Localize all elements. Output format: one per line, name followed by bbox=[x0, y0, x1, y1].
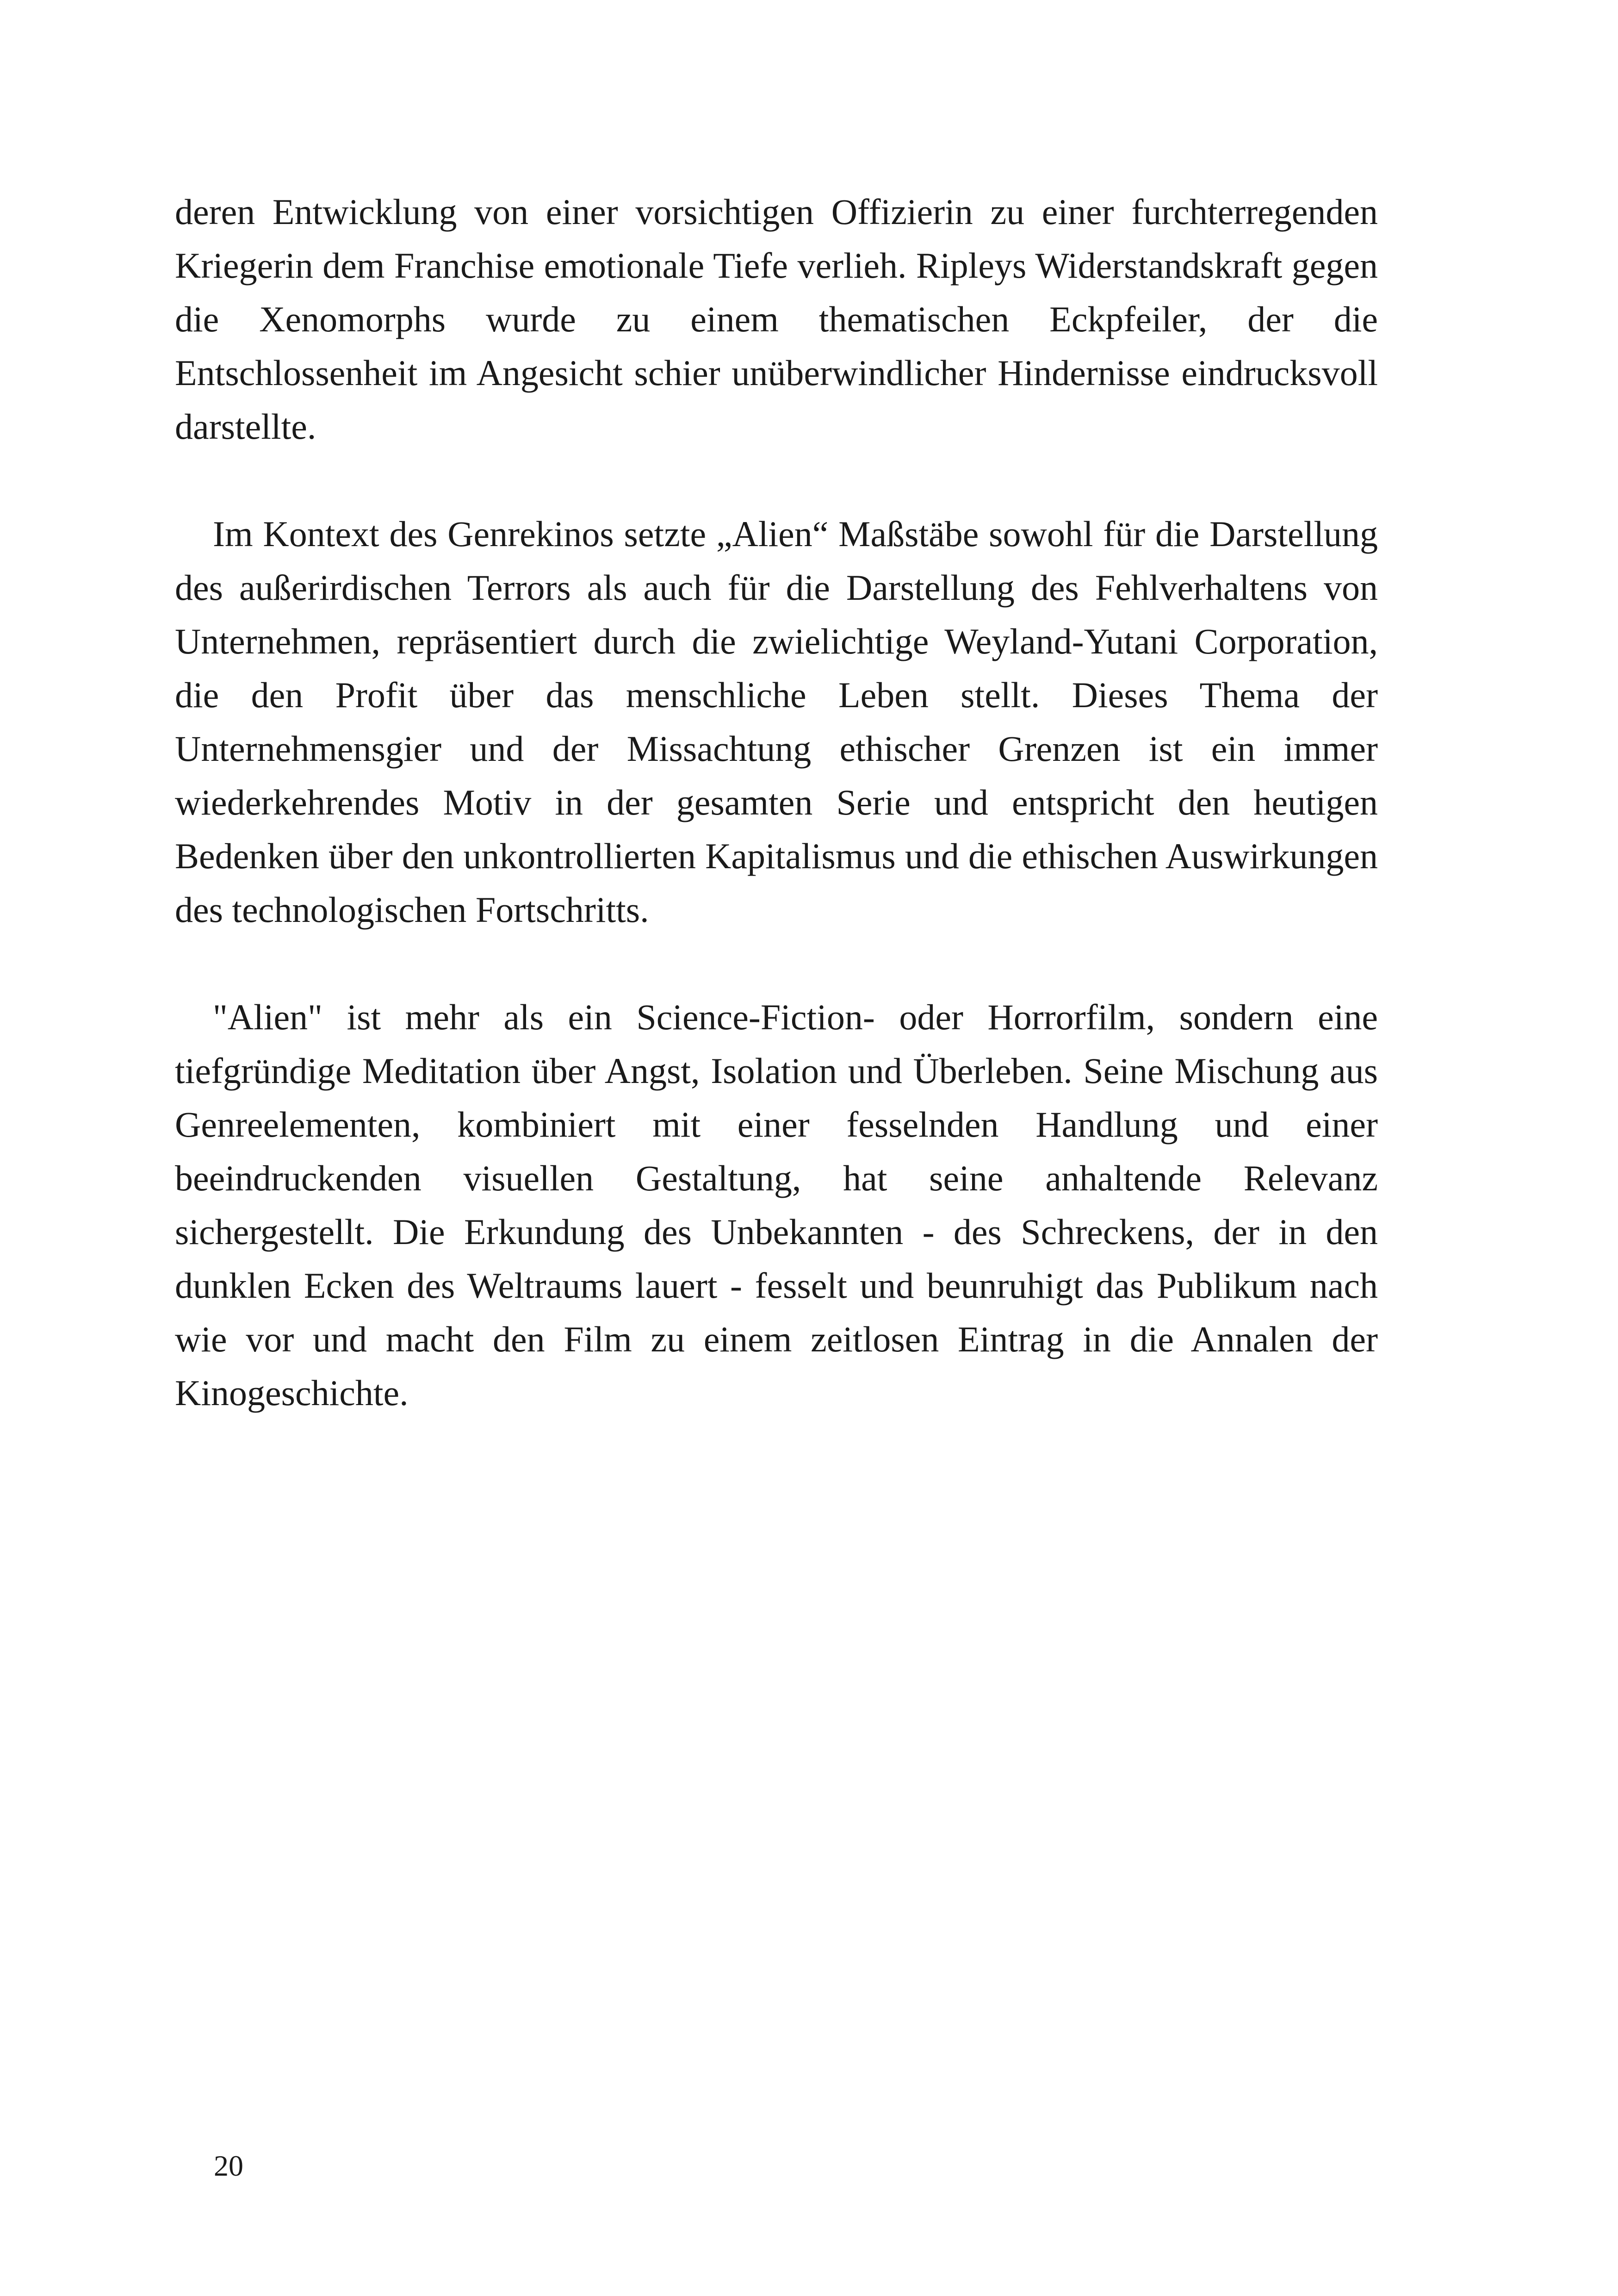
paragraph-continuation: deren Entwicklung von einer vorsichtigen Offizierin zu einer furchterregenden Kriegerin dem Franchise emotionale Tiefe verlieh. Ripleys Widerstandskraft gegen die Xenomorphs wurde zu einem thematischen Eckpfeiler, der die Entschlossenheit im Angesicht schier unüberwindlicher Hindernisse eindrucksvoll darstellte. bbox=[175, 192, 1378, 447]
paragraph-genre-context: Im Kontext des Genrekinos setzte „Alien“ Maßstäbe sowohl für die Darstellung des außerirdischen Terrors als auch für die Darstellung des Fehlverhaltens von Unternehmen, repräsentiert durch die zwielichtige Weyland-Yutani Corporation, die den Profit über das menschliche Leben stellt. Dieses Thema der Unternehmensgier und der Missachtung ethischer Grenzen ist ein immer wiederkehrendes Motiv in der gesamten Serie und entspricht den heutigen Bedenken über den unkontrollierten Kapitalismus und die ethischen Auswirkungen des technologischen Fortschritts. bbox=[175, 514, 1378, 930]
body-text bbox=[175, 185, 1378, 1420]
page-number: 20 bbox=[214, 2149, 243, 2182]
paragraph-conclusion: "Alien" ist mehr als ein Science-Fiction- oder Horrorfilm, sondern eine tiefgründige Meditation über Angst, Isolation und Überleben. Seine Mischung aus Genreelementen, kombiniert mit einer fesselnden Handlung und einer beeindruckenden visuellen Gestaltung, hat seine anhaltende Relevanz sichergestellt. Die Erkundung des Unbekannten - des Schreckens, der in den dunklen Ecken des Weltraums lauert - fesselt und beunruhigt das Publikum nach wie vor und macht den Film zu einem zeitlosen Eintrag in die Annalen der Kinogeschichte. bbox=[175, 997, 1378, 1413]
